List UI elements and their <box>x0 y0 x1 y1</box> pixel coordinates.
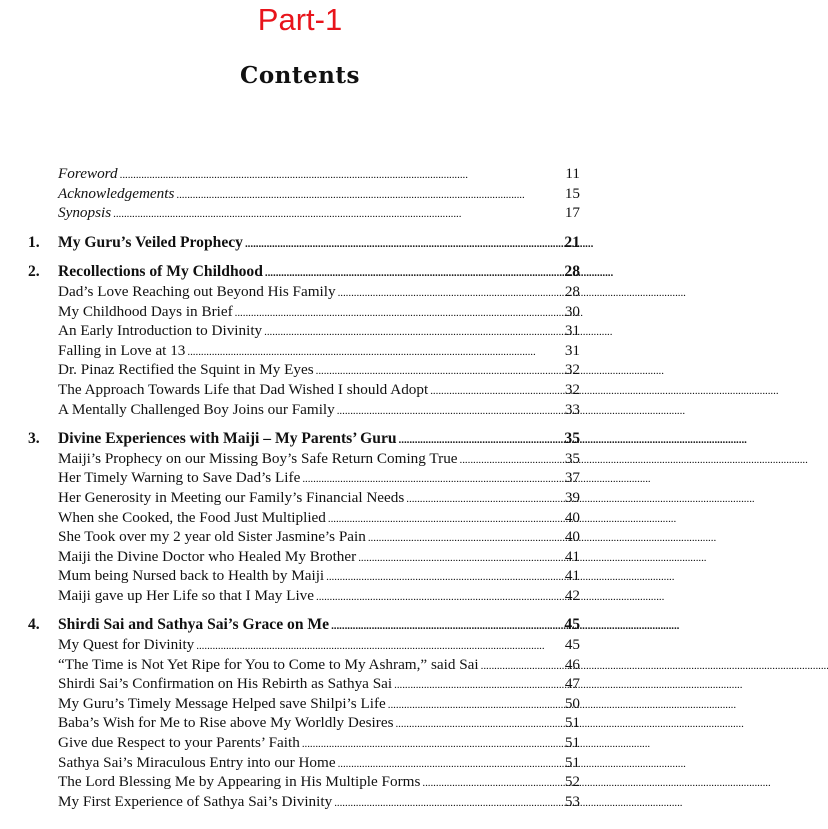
section-page: 46 <box>564 655 580 673</box>
dot-leader <box>422 774 556 794</box>
chapter-page: 45 <box>564 616 580 634</box>
section-page: 39 <box>564 488 580 506</box>
section-title: My Childhood Days in Brief <box>58 302 233 320</box>
chapter-4-group <box>28 615 580 811</box>
toc-entry-foreword <box>28 164 580 184</box>
section-entry <box>28 488 580 508</box>
chapter-title: Divine Experiences with Maiji – My Parents’ Guru <box>58 430 397 448</box>
section-entry <box>28 772 580 792</box>
section-entry <box>28 566 580 586</box>
section-title: Her Timely Warning to Save Dad’s Life <box>58 469 301 487</box>
dot-leader <box>326 568 556 588</box>
section-title: My First Experience of Sathya Sai’s Divinity <box>58 792 333 810</box>
chapter-page: 21 <box>564 233 580 251</box>
dot-leader <box>394 676 556 696</box>
section-page: 45 <box>564 636 580 654</box>
dot-leader <box>395 715 556 735</box>
section-entry <box>28 400 580 420</box>
section-entry <box>28 527 580 547</box>
table-of-contents <box>28 164 580 811</box>
section-entry <box>28 547 580 567</box>
chapter-title: Shirdi Sai and Sathya Sai’s Grace on Me <box>58 616 330 634</box>
section-page: 32 <box>564 361 580 379</box>
section-title: Falling in Love at 13 <box>58 341 186 359</box>
section-page: 33 <box>564 400 580 418</box>
toc-entry-synopsis <box>28 203 580 223</box>
dot-leader <box>481 657 556 677</box>
dot-leader <box>368 529 556 549</box>
section-entry <box>28 282 580 302</box>
chapter-number: 3. <box>28 430 40 448</box>
page-title: Contents <box>240 62 360 89</box>
section-entry <box>28 733 580 753</box>
section-entry <box>28 753 580 773</box>
section-title: When she Cooked, the Food Just Multiplied <box>58 508 326 526</box>
section-entry <box>28 635 580 655</box>
front-matter-group <box>28 164 580 223</box>
chapter-3-group <box>28 429 580 605</box>
section-title: My Quest for Divinity <box>58 636 195 654</box>
section-page: 50 <box>564 694 580 712</box>
dot-leader <box>460 451 556 471</box>
section-entry <box>28 302 580 322</box>
section-page: 28 <box>564 282 580 300</box>
section-entry <box>28 449 580 469</box>
chapter-2-group <box>28 262 580 419</box>
section-entry <box>28 586 580 606</box>
chapter-heading <box>28 615 580 635</box>
section-title: An Early Introduction to Divinity <box>58 322 263 340</box>
chapter-page: 35 <box>564 430 580 448</box>
dot-leader <box>113 205 556 225</box>
section-page: 31 <box>564 322 580 340</box>
chapter-title: My Guru’s Veiled Prophecy <box>58 233 243 251</box>
section-page: 42 <box>564 586 580 604</box>
section-entry <box>28 655 580 675</box>
chapter-heading <box>28 429 580 449</box>
section-page: 40 <box>564 508 580 526</box>
section-page: 31 <box>564 341 580 359</box>
chapter-heading <box>28 233 580 253</box>
dot-leader <box>245 235 556 255</box>
dot-leader <box>235 304 556 324</box>
dot-leader <box>406 490 556 510</box>
section-title: Sathya Sai’s Miraculous Entry into our Home <box>58 753 336 771</box>
section-page: 51 <box>564 753 580 771</box>
section-entry <box>28 674 580 694</box>
part-label: Part-1 <box>257 2 343 37</box>
section-title: Baba’s Wish for Me to Rise above My Worldly Desires <box>58 714 394 732</box>
section-page: 53 <box>564 792 580 810</box>
dot-leader <box>388 696 556 716</box>
dot-leader <box>302 735 556 755</box>
section-entry <box>28 380 580 400</box>
section-title: Maiji gave up Her Life so that I May Live <box>58 586 314 604</box>
toc-entry-title: Foreword <box>58 165 118 182</box>
section-title: Dr. Pinaz Rectified the Squint in My Eyes <box>58 361 314 379</box>
section-title: Maiji the Divine Doctor who Healed My Brother <box>58 547 357 565</box>
dot-leader <box>358 549 556 569</box>
chapter-number: 4. <box>28 616 40 634</box>
toc-entry-acknowledgements <box>28 184 580 204</box>
dot-leader <box>331 617 556 637</box>
section-page: 41 <box>564 567 580 585</box>
section-title: Maiji’s Prophecy on our Missing Boy’s Safe Return Coming True <box>58 449 458 467</box>
chapter-page: 28 <box>564 263 580 281</box>
section-entry <box>28 713 580 733</box>
section-entry <box>28 508 580 528</box>
section-page: 40 <box>564 528 580 546</box>
toc-entry-page: 15 <box>564 184 580 202</box>
section-entry <box>28 321 580 341</box>
section-entry <box>28 341 580 361</box>
chapter-title: Recollections of My Childhood <box>58 263 263 281</box>
section-title: The Approach Towards Life that Dad Wished I should Adopt <box>58 380 429 398</box>
section-page: 47 <box>564 675 580 693</box>
section-entry <box>28 792 580 812</box>
section-page: 30 <box>564 302 580 320</box>
toc-entry-title: Synopsis <box>58 204 112 222</box>
section-entry <box>28 360 580 380</box>
section-title: A Mentally Challenged Boy Joins our Family <box>58 400 335 418</box>
toc-entry-page: 11 <box>565 165 580 182</box>
toc-entry-title: Acknowledgements <box>58 184 175 202</box>
toc-entry-page: 17 <box>564 204 580 222</box>
section-page: 51 <box>564 734 580 752</box>
dot-leader <box>316 588 556 608</box>
section-title: The Lord Blessing Me by Appearing in His Multiple Forms <box>58 773 421 791</box>
dot-leader <box>430 382 556 402</box>
section-page: 35 <box>564 449 580 467</box>
dot-leader <box>337 402 556 422</box>
chapter-number: 2. <box>28 263 40 281</box>
dot-leader <box>264 323 556 343</box>
chapter-heading <box>28 262 580 282</box>
section-title: Dad’s Love Reaching out Beyond His Family <box>58 282 336 300</box>
section-title: “The Time is Not Yet Ripe for You to Come to My Ashram,” said Sai <box>58 655 479 673</box>
section-title: Her Generosity in Meeting our Family’s Financial Needs <box>58 488 405 506</box>
section-entry <box>28 468 580 488</box>
section-title: My Guru’s Timely Message Helped save Shilpi’s Life <box>58 694 386 712</box>
section-title: Mum being Nursed back to Health by Maiji <box>58 567 325 585</box>
dot-leader <box>334 794 556 814</box>
section-page: 51 <box>564 714 580 732</box>
section-page: 32 <box>564 380 580 398</box>
section-title: She Took over my 2 year old Sister Jasmine’s Pain <box>58 528 366 546</box>
section-title: Give due Respect to your Parents’ Faith <box>58 734 300 752</box>
section-title: Shirdi Sai’s Confirmation on His Rebirth as Sathya Sai <box>58 675 393 693</box>
section-page: 52 <box>564 773 580 791</box>
dot-leader <box>338 284 556 304</box>
dot-leader <box>120 166 556 186</box>
section-page: 41 <box>564 547 580 565</box>
chapter-1-group <box>28 233 580 253</box>
dot-leader <box>176 186 556 206</box>
chapter-number: 1. <box>28 233 40 251</box>
section-entry <box>28 694 580 714</box>
section-page: 37 <box>564 469 580 487</box>
